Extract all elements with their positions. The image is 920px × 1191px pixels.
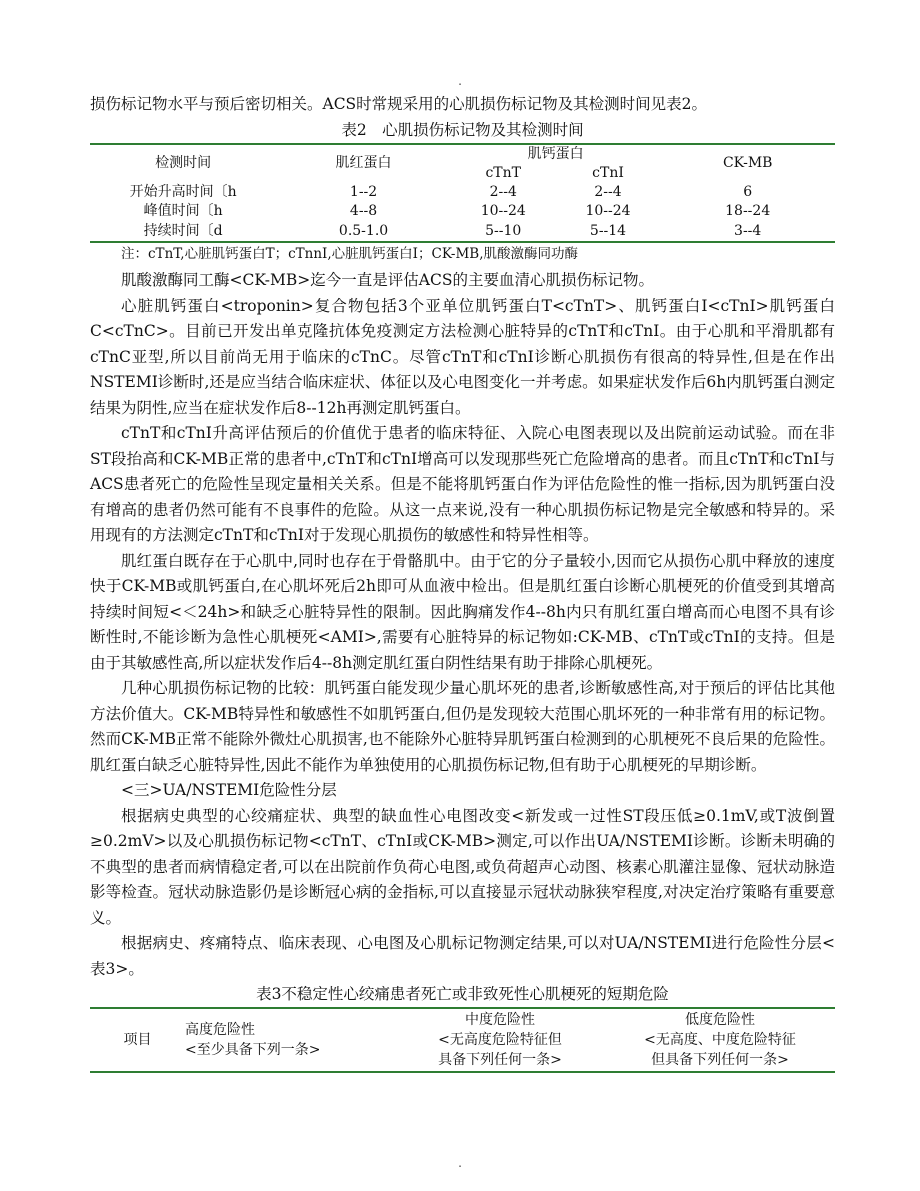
t2-row-label: 持续时间〔d — [143, 222, 223, 239]
paragraph-prognosis: cTnT和cTnI升高评估预后的价值优于患者的临床特征、入院心电图表现以及出院前运动试验。而在非ST段抬高和CK-MB正常的患者中,cTnT和cTnI增高可以发现那些死亡危险增高的患者。而且cTnT和cTnI与ACS患者死亡的危险性呈现定量相关关系。但是不能将肌钙蛋白作为评估危险性的惟一指标,因为肌钙蛋白没有增高的患者仍然可能有不良事件的危险。从这一点来说,没有一种心肌损伤标记物是完全敏感和特异的。采用现有的方法测定cTnT和cTnI对于发现心肌损伤的敏感性和特异性相等。 — [90, 424, 835, 544]
t2-cell: 0.5-1.0 — [338, 222, 389, 239]
t2-header-troponin: 肌钙蛋白 — [527, 145, 584, 162]
document-body — [90, 92, 835, 1073]
t2-row-label: 峰值时间〔h — [143, 203, 223, 219]
t2-cell: 1--2 — [349, 183, 378, 200]
paragraph-ckmb: 肌酸激酶同工酶<CK-MB>迄今一直是评估ACS的主要血清心肌损伤标记物。 — [121, 271, 654, 289]
table3-caption: 表3不稳定性心绞痛患者死亡或非致死性心肌梗死的短期危险 — [256, 985, 669, 1003]
paragraph-myoglobin: 肌红蛋白既存在于心肌中,同时也存在于骨骼肌中。由于它的分子量较小,因而它从损伤心肌中释放的速度快于CK-MB或肌钙蛋白,在心肌坏死后2h即可从血液中检出。但是肌红蛋白诊断心肌梗死的价值受到其增高持续时间短<＜24h>和缺乏心脏特异性的限制。因此胸痛发作4--8h内只有肌红蛋白增高而心电图不具有诊断性时,不能诊断为急性心肌梗死<AMI>,需要有心脏特异的标记物如:CK-MB、cTnT或cTnI的支持。但是由于其敏感性高,所以症状发作后4--8h测定肌红蛋白阴性结果有助于排除心肌梗死。 — [90, 551, 835, 672]
table-row — [90, 222, 835, 243]
t3-header-item — [90, 1008, 185, 1072]
t2-header-ctni: cTnI — [592, 164, 624, 181]
t3-header-item-text: 项目 — [123, 1032, 152, 1048]
table-row — [90, 183, 835, 203]
t2-cell: 5--14 — [589, 222, 627, 239]
intro-paragraph: 损伤标记物水平与预后密切相关。ACS时常规采用的心肌损伤标记物及其检测时间见表2。 — [90, 95, 708, 113]
paragraph-diagnosis: 根据病史典型的心绞痛症状、典型的缺血性心电图改变<新发或一过性ST段压低≥0.1mV,或T波倒置≥0.2mV>以及心肌损伤标记物<cTnT、cTnI或CK-MB>测定,可以作出UA/NSTEMI诊断。诊断未明确的不典型的患者而病情稳定者,可以在出院前作负荷心电图,或负荷超声心动图、核素心肌灌注显像、冠状动脉造影等检查。冠状动脉造影仍是诊断冠心病的金指标,可以直接显示冠状动脉狭窄程度,对决定治疗策略有重要意义。 — [90, 806, 835, 927]
table-row — [90, 202, 835, 222]
t2-header-time: 检测时间 — [155, 155, 212, 171]
t2-header-ctnt: cTnT — [485, 164, 522, 181]
t3-header-high-title: 高度危险性 — [185, 1022, 255, 1038]
t2-cell: 3--4 — [734, 222, 762, 239]
t2-cell: 18--24 — [725, 203, 771, 219]
t2-cell: 2--4 — [594, 183, 622, 200]
t3-header-low-title: 低度危险性 — [685, 1012, 755, 1028]
t3-header-low-sub1: <无高度、中度危险特征 — [644, 1032, 796, 1048]
paragraph-risk-strat: 根据病史、疼痛特点、临床表现、心电图及心肌标记物测定结果,可以对UA/NSTEMI进行危险性分层<表3>。 — [90, 934, 835, 978]
t2-cell: 2--4 — [489, 183, 517, 200]
page-marker-top: . — [458, 74, 462, 88]
table3 — [90, 1007, 835, 1073]
t2-cell: 4--8 — [349, 203, 378, 219]
t2-cell: 10--24 — [585, 203, 631, 219]
t3-header-low-sub2: 但具备下列任何一条> — [651, 1052, 789, 1068]
section-heading: <三>UA/NSTEMI危险性分层 — [121, 781, 337, 799]
t3-header-mid-sub2: 具备下列任何一条> — [438, 1052, 562, 1068]
paragraph-comparison: 几种心肌损伤标记物的比较：肌钙蛋白能发现少量心肌坏死的患者,诊断敏感性高,对于预后的评估比其他方法价值大。CK-MB特异性和敏感性不如肌钙蛋白,但仍是发现较大范围心肌坏死的一种非常有用的标记物。然而CK-MB正常不能除外微灶心肌损害,也不能除外心脏特异肌钙蛋白检测到的心肌梗死不良后果的危险性。肌红蛋白缺乏心脏特异性,因此不能作为单独使用的心肌损伤标记物,但有助于心肌梗死的早期诊断。 — [90, 679, 835, 774]
paragraph-troponin: 心脏肌钙蛋白<troponin>复合物包括3个亚单位肌钙蛋白T<cTnT>、肌钙蛋白I<cTnI>肌钙蛋白C<cTnC>。目前已开发出单克隆抗体免疫测定方法检测心脏特异的cTnT和cTnI。由于心肌和平滑肌都有cTnC亚型,所以目前尚无用于临床的cTnC。尽管cTnT和cTnI诊断心肌损伤有很高的特异性,但是在作出NSTEMI诊断时,还是应当结合临床症状、体征以及心电图变化一并考虑。如果症状发作后6h内肌钙蛋白测定结果为阴性,应当在症状发作后8--12h再测定肌钙蛋白。 — [90, 296, 835, 417]
t2-header-ckmb: CK-MB — [722, 155, 773, 171]
table2 — [90, 143, 835, 244]
t2-cell: 6 — [743, 183, 753, 200]
table2-note: 注：cTnT,心脏肌钙蛋白T；cTnnI,心脏肌钙蛋白I；CK-MB,肌酸激酶同功酶 — [121, 246, 579, 262]
t3-header-high-sub: <至少具备下列一条> — [185, 1042, 321, 1058]
t3-header-mid-sub1: <无高度危险特征但 — [438, 1032, 562, 1048]
t2-cell: 10--24 — [480, 203, 526, 219]
t3-header-low — [605, 1008, 835, 1072]
t2-row-label: 开始升高时间〔h — [129, 183, 237, 200]
t2-header-myoglobin: 肌红蛋白 — [335, 155, 392, 171]
t3-header-high — [185, 1008, 395, 1072]
page-marker-bottom: . — [458, 1156, 462, 1170]
table2-caption: 表2 心肌损伤标记物及其检测时间 — [341, 120, 584, 139]
t3-header-mid — [395, 1008, 605, 1072]
t3-header-mid-title: 中度危险性 — [465, 1012, 535, 1028]
t2-cell: 5--10 — [485, 222, 522, 239]
